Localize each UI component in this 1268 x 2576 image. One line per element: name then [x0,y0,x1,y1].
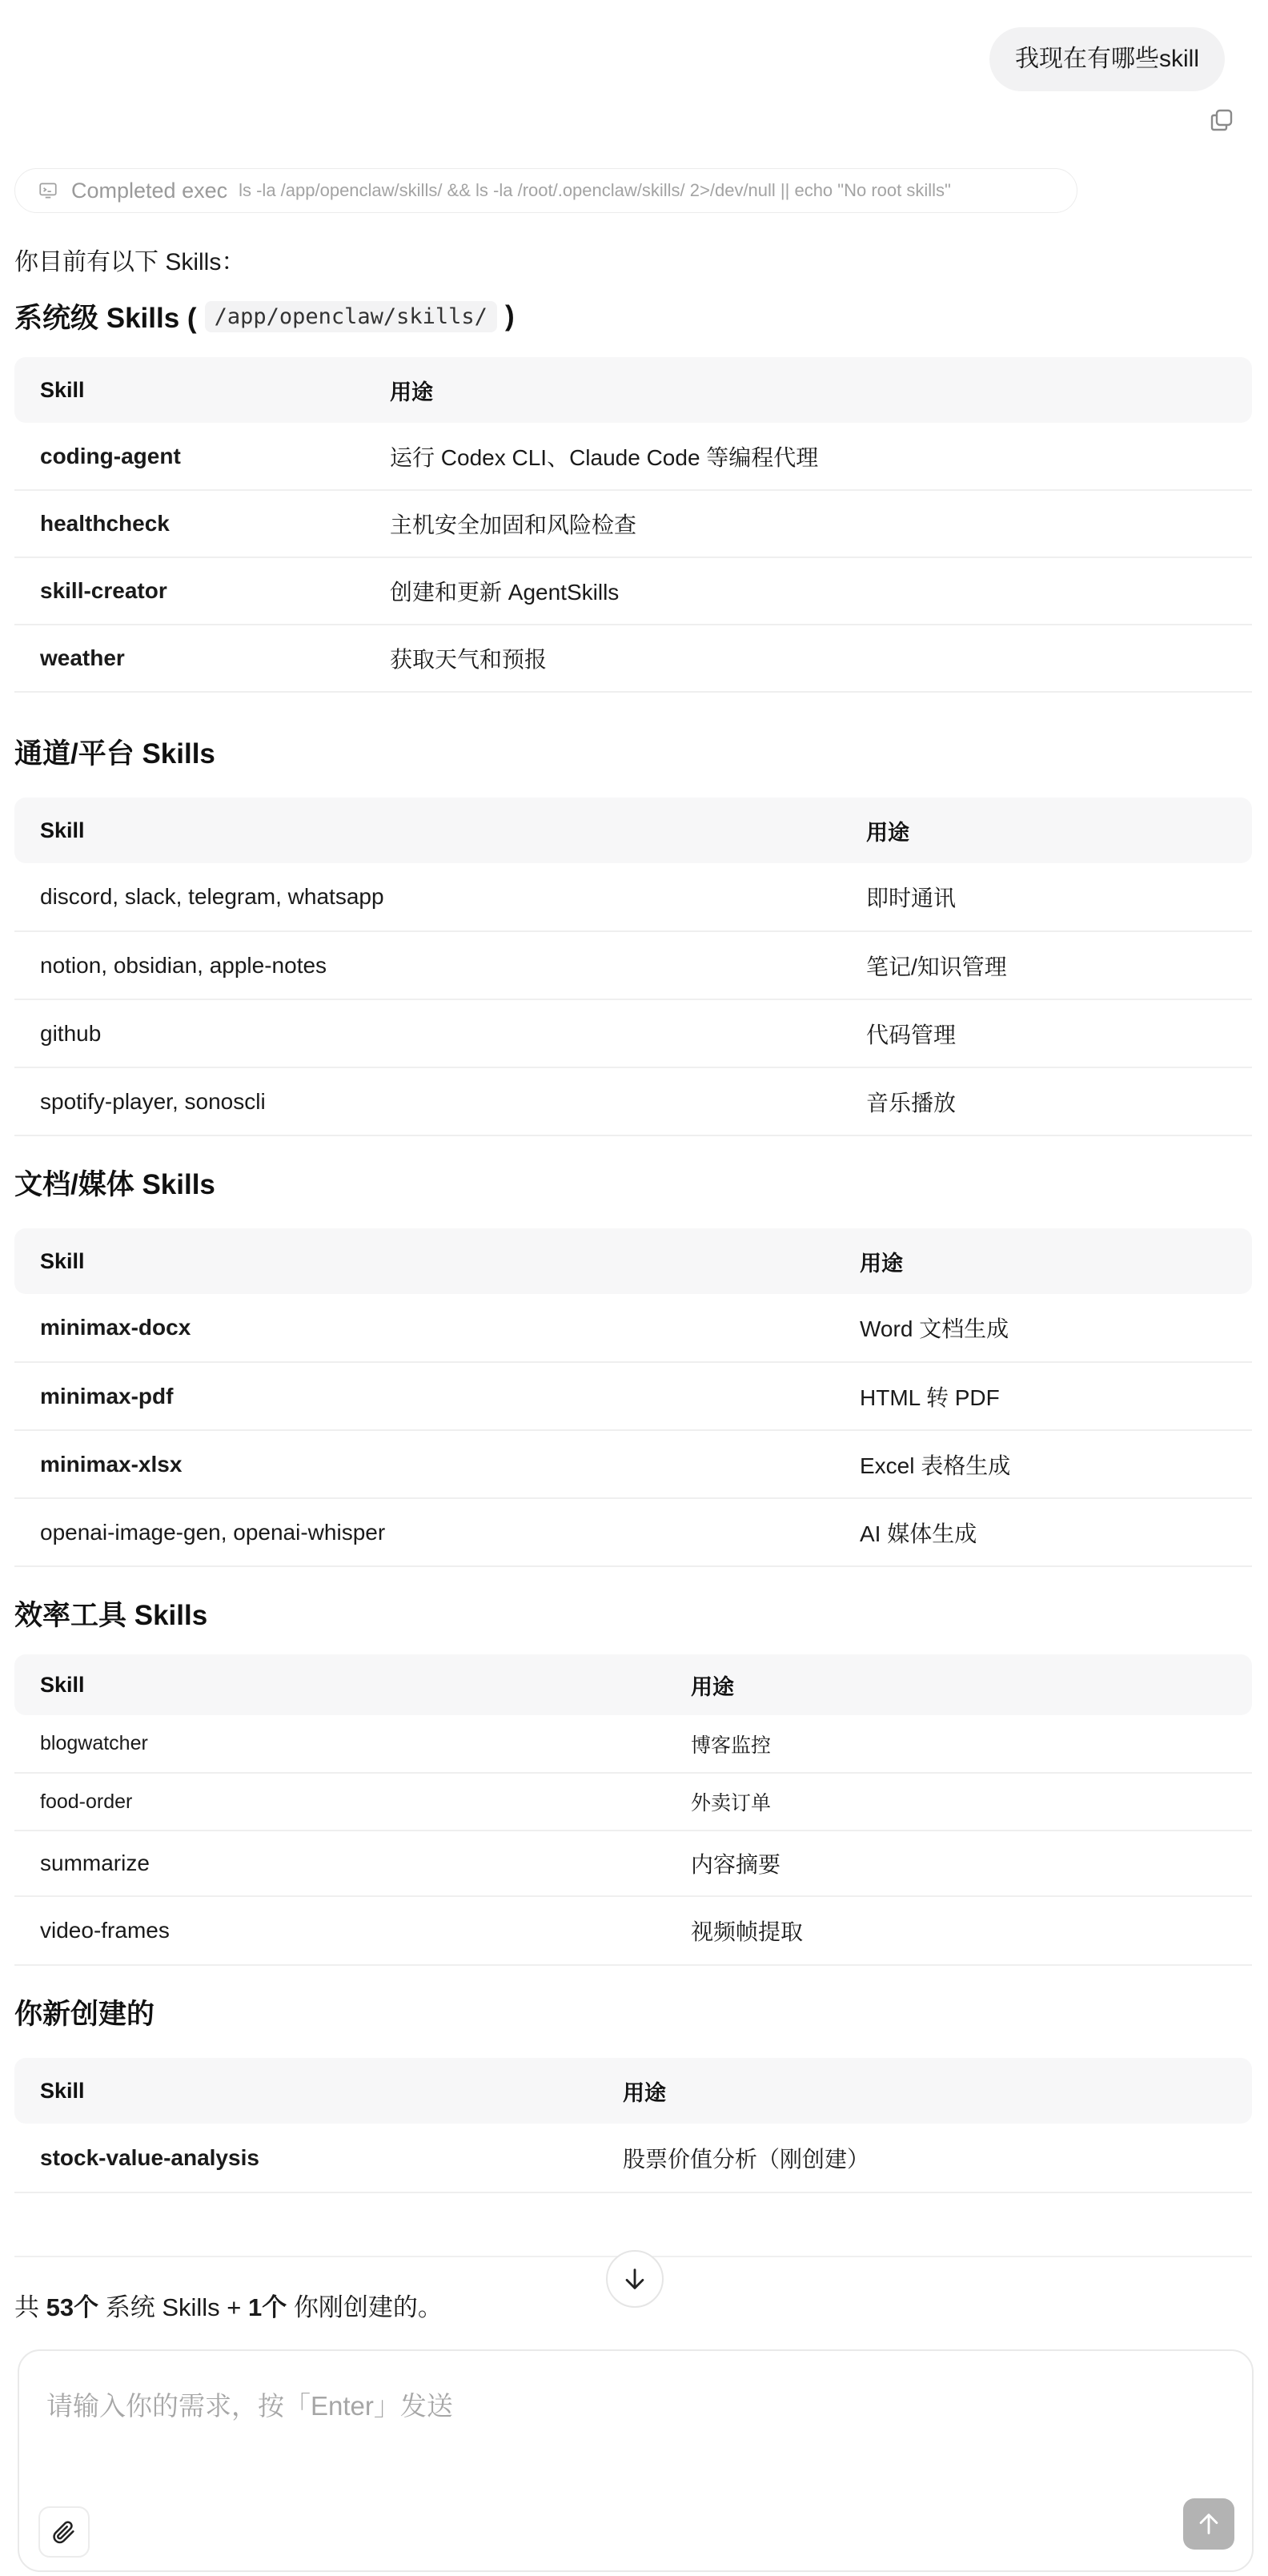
skill-purpose: 获取天气和预报 [364,625,1252,692]
table-row [14,2124,1252,2192]
skill-name: weather [14,625,364,692]
skill-name: github [14,999,841,1067]
terminal-icon [38,180,58,201]
arrow-up-icon [1195,2510,1222,2538]
exec-command: ls -la /app/openclaw/skills/ && ls -la /root/.openclaw/skills/ 2>/dev/null || echo "No root skills" [239,180,951,200]
table-row [14,1362,1252,1430]
header-purpose: 用途 [390,380,433,404]
total-summary [14,2287,443,2323]
skill-name: spotify-player, sonoscli [14,1067,841,1135]
skill-name: minimax-xlsx [14,1430,834,1498]
section-title-system [14,296,515,336]
message-composer [18,2349,1254,2572]
skill-name: minimax-docx [14,1294,834,1362]
skill-purpose: AI 媒体生成 [834,1498,1252,1566]
exec-label: Completed exec [71,178,228,203]
section-title-docs: 文档/媒体 Skills [14,1169,215,1200]
arrow-down-icon [621,2265,648,2293]
skill-purpose: 代码管理 [841,999,1252,1067]
table-new-skills [14,2058,1252,2193]
user-message-bubble: 我现在有哪些skill [989,27,1225,91]
user-message-row [989,27,1225,91]
table-header-row [14,357,1252,423]
skill-purpose: HTML 转 PDF [834,1362,1252,1430]
table-row [14,625,1252,692]
table-row [14,423,1252,490]
send-button[interactable] [1183,2498,1234,2550]
header-purpose: 用途 [691,1674,734,1699]
skill-purpose: 运行 Codex CLI、Claude Code 等编程代理 [364,423,1252,490]
copy-message-button[interactable] [1207,106,1236,135]
skill-name: healthcheck [14,490,364,557]
table-row [14,557,1252,625]
table-row [14,863,1252,931]
skill-name: blogwatcher [14,1715,665,1773]
skill-purpose: 内容摘要 [665,1831,1252,1896]
table-row [14,1773,1252,1831]
table-row [14,1715,1252,1773]
attach-button[interactable] [38,2506,90,2558]
skill-purpose: 笔记/知识管理 [841,931,1252,999]
header-skill: Skill [40,1248,85,1273]
table-row [14,1831,1252,1896]
skill-purpose: 视频帧提取 [665,1896,1252,1965]
skill-name: video-frames [14,1896,665,1965]
section-title-tools: 效率工具 Skills [14,1600,208,1631]
section-title-path: /app/openclaw/skills/ [205,301,497,332]
total-text-1: 共 [14,2293,46,2321]
skill-purpose: 即时通讯 [841,863,1252,931]
intro-text: 你目前有以下 Skills： [14,249,246,275]
skill-purpose: 外卖订单 [665,1773,1252,1831]
header-skill: Skill [40,818,85,842]
total-new-count: 1个 [248,2293,287,2321]
skill-purpose: 博客监控 [665,1715,1252,1773]
skill-purpose: Word 文档生成 [834,1294,1252,1362]
skill-name: openai-image-gen, openai-whisper [14,1498,834,1566]
table-row [14,999,1252,1067]
skill-name: food-order [14,1773,665,1831]
skill-purpose: 主机安全加固和风险检查 [364,490,1252,557]
table-header-row [14,1654,1252,1715]
table-row [14,1294,1252,1362]
section-title-channel: 通道/平台 Skills [14,738,215,770]
paperclip-icon [50,2518,78,2546]
table-header-row [14,2058,1252,2124]
table-row [14,490,1252,557]
total-system-count: 53个 [46,2293,99,2321]
message-input[interactable] [46,2391,1167,2421]
section-title-new: 你新创建的 [14,1999,155,2030]
exec-status-chip[interactable] [14,168,1077,213]
skill-name: minimax-pdf [14,1362,834,1430]
header-skill: Skill [40,2078,85,2103]
header-skill: Skill [40,1672,85,1697]
header-purpose: 用途 [623,2080,666,2105]
skill-purpose: 股票价值分析（刚创建） [597,2124,1252,2192]
copy-icon [1207,106,1236,135]
skill-purpose: 音乐播放 [841,1067,1252,1135]
section-title-prefix: 系统级 Skills ( [14,303,197,334]
table-row [14,931,1252,999]
table-channel-skills [14,798,1252,1136]
skill-name: coding-agent [14,423,364,490]
header-purpose: 用途 [866,820,909,845]
skill-purpose: Excel 表格生成 [834,1430,1252,1498]
table-row [14,1498,1252,1566]
header-purpose: 用途 [860,1251,903,1276]
section-title-suffix: ) [504,300,515,332]
total-text-3: 你刚创建的。 [287,2293,443,2321]
table-system-skills [14,357,1252,693]
skill-name: discord, slack, telegram, whatsapp [14,863,841,931]
total-text-2: 系统 Skills + [98,2293,249,2321]
table-row [14,1430,1252,1498]
table-header-row [14,1228,1252,1294]
skill-name: notion, obsidian, apple-notes [14,931,841,999]
scroll-to-bottom-button[interactable] [606,2250,664,2308]
skill-purpose: 创建和更新 AgentSkills [364,557,1252,625]
skill-name: summarize [14,1831,665,1896]
header-skill: Skill [40,377,85,402]
table-tools-skills [14,1654,1252,1966]
table-header-row [14,798,1252,863]
table-row [14,1896,1252,1965]
skill-name: stock-value-analysis [14,2124,597,2192]
skill-name: skill-creator [14,557,364,625]
table-docs-skills [14,1228,1252,1567]
table-row [14,1067,1252,1135]
